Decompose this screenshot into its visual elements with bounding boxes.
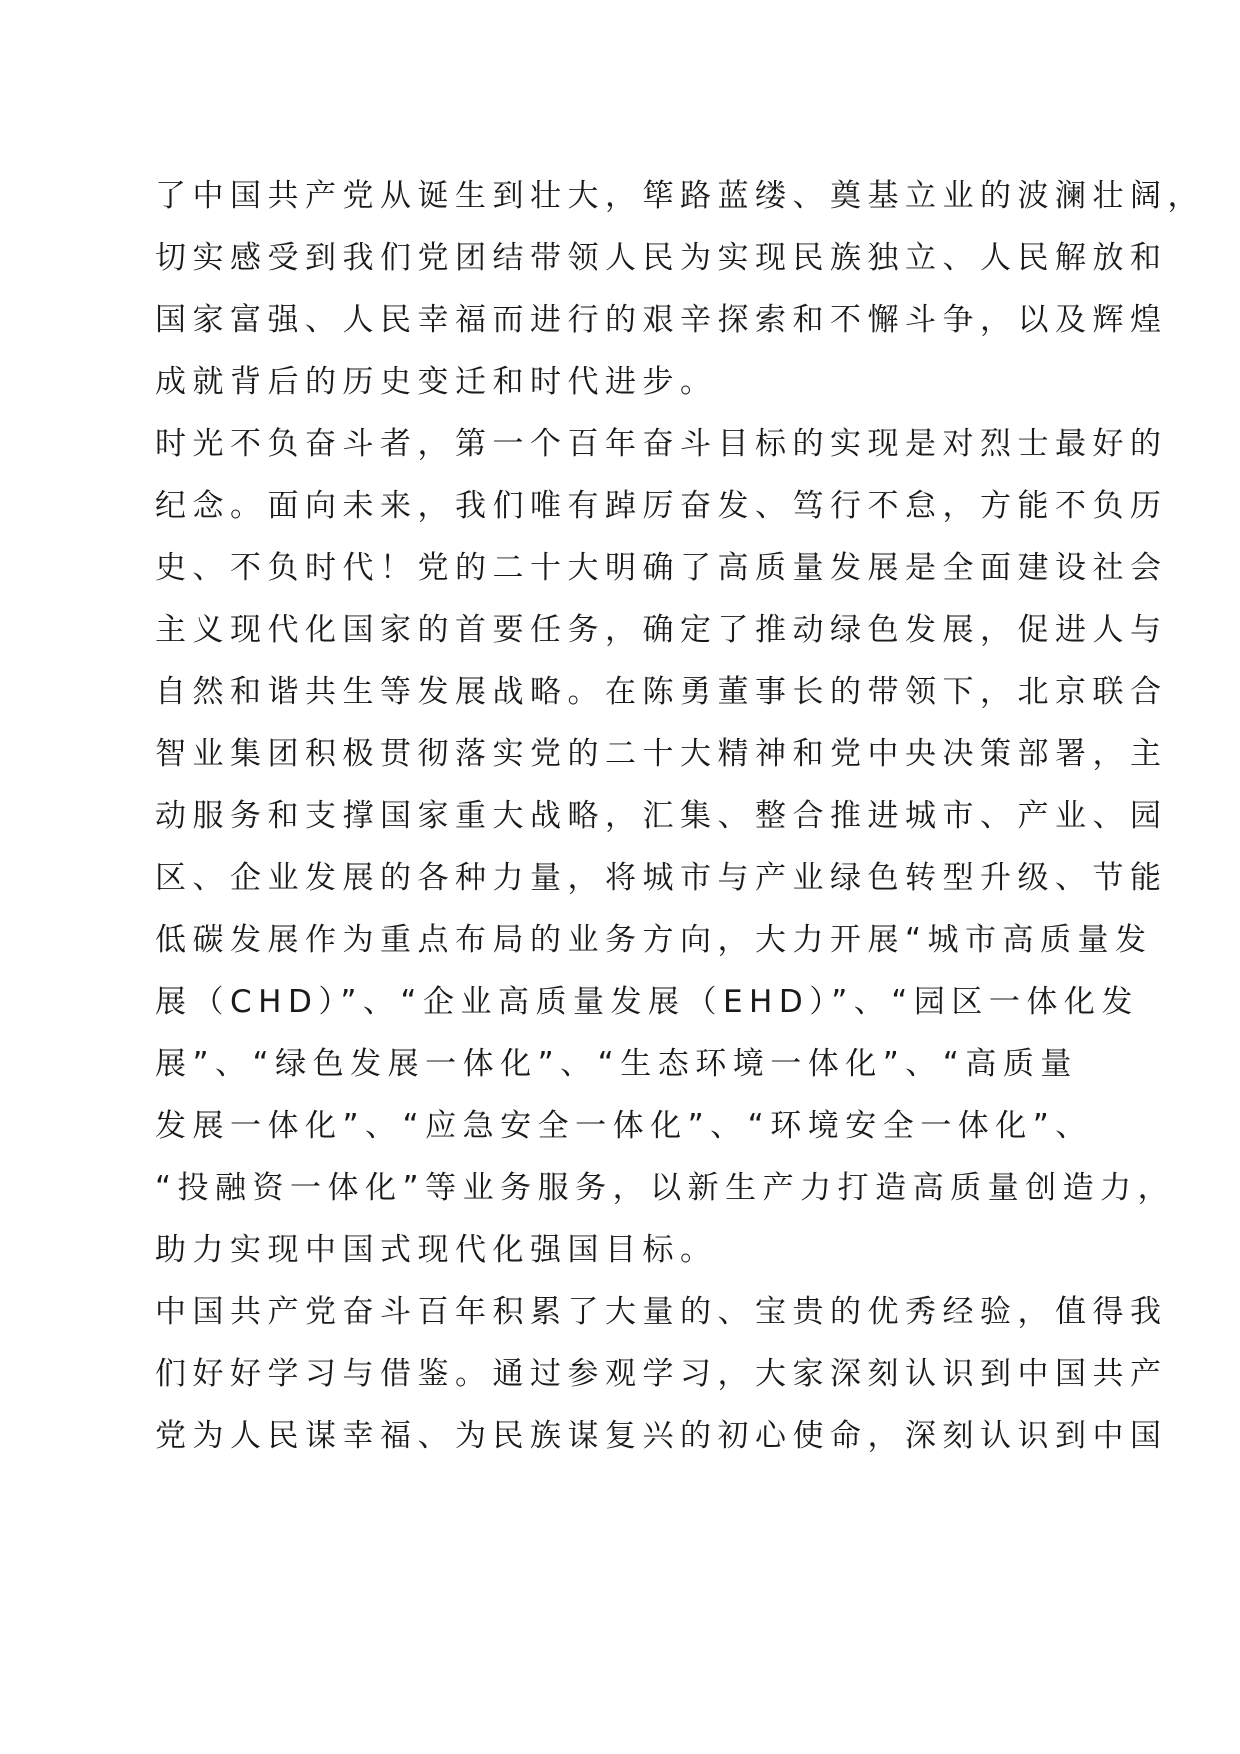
text-line: 区、企业发展的各种力量，将城市与产业绿色转型升级、节能 (155, 860, 1168, 896)
text-line: 智业集团积极贯彻落实党的二十大精神和党中央决策部署，主 (155, 736, 1168, 772)
text-line: 发展一体化”、“应急安全一体化”、“环境安全一体化”、 (155, 1108, 1093, 1144)
text-line: 国家富强、人民幸福而进行的艰辛探索和不懈斗争，以及辉煌 (155, 302, 1168, 338)
body-text (155, 165, 1205, 1467)
text-line: 党为人民谋幸福、为民族谋复兴的初心使命，深刻认识到中国 (155, 1418, 1168, 1454)
text-line: 主义现代化国家的首要任务，确定了推动绿色发展，促进人与 (155, 612, 1168, 648)
text-line: 中国共产党奋斗百年积累了大量的、宝贵的优秀经验，值得我 (155, 1294, 1168, 1330)
text-line: 自然和谐共生等发展战略。在陈勇董事长的带领下，北京联合 (155, 674, 1168, 710)
text-line: 切实感受到我们党团结带领人民为实现民族独立、人民解放和 (155, 240, 1168, 276)
text-line: 史、不负时代！党的二十大明确了高质量发展是全面建设社会 (155, 550, 1168, 586)
text-line: 成就背后的历史变迁和时代进步。 (155, 364, 718, 400)
text-line: 纪念。面向未来，我们唯有踔厉奋发、笃行不怠，方能不负历 (155, 488, 1168, 524)
text-line: 时光不负奋斗者，第一个百年奋斗目标的实现是对烈士最好的 (155, 426, 1168, 462)
text-line: 们好好学习与借鉴。通过参观学习，大家深刻认识到中国共产 (155, 1356, 1168, 1392)
text-line: 低碳发展作为重点布局的业务方向，大力开展“城市高质量发 (155, 922, 1153, 958)
text-line: 动服务和支撑国家重大战略，汇集、整合推进城市、产业、园 (155, 798, 1168, 834)
text-line: 助力实现中国式现代化强国目标。 (155, 1232, 718, 1268)
text-line: 展”、“绿色发展一体化”、“生态环境一体化”、“高质量 (155, 1046, 1078, 1082)
text-line: 了中国共产党从诞生到壮大，筚路蓝缕、奠基立业的波澜壮阔， (155, 178, 1205, 214)
text-line: “投融资一体化”等业务服务，以新生产力打造高质量创造力， (155, 1170, 1176, 1206)
text-line: 展（CHD）”、“企业高质量发展（EHD）”、“园区一体化发 (155, 984, 1139, 1020)
